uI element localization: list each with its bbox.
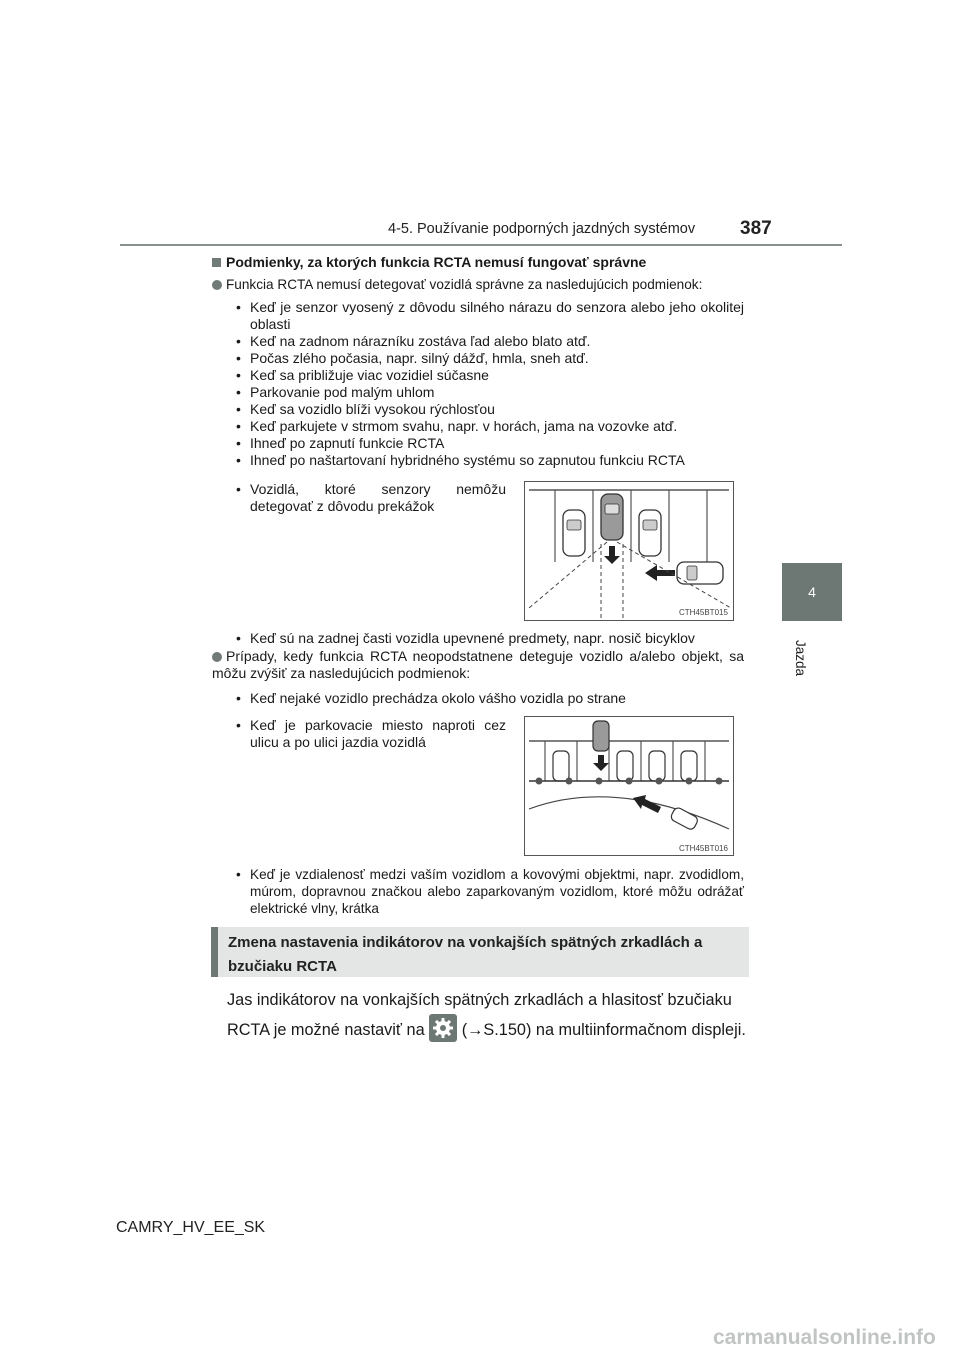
- intro-false-detection: [212, 648, 744, 682]
- settings-gear-icon: [429, 1014, 457, 1042]
- list-item: • Parkovanie pod malým uhlom: [234, 384, 744, 401]
- street-list: [234, 717, 506, 751]
- settings-text-line3: (→S.150) na multiinformačnom displeji.: [461, 1021, 746, 1039]
- watermark: carmanualsonline.info: [713, 1326, 936, 1349]
- subsection-banner-title: Zmena nastavenia indikátorov na vonkajších spätných zrkadlách a bzučiaku RCTA: [228, 934, 703, 975]
- list-item: • Keď sa vozidlo blíži vysokou rýchlosťou: [234, 401, 744, 418]
- header-section-title: 4-5. Používanie podporných jazdných systémov: [388, 221, 696, 237]
- intro-false-detection-text: Prípady, kedy funkcia RCTA neopodstatnene deteguje vozidlo a/alebo objekt, sa môžu zvýšiť za nasledujúcich podmienok:: [212, 648, 744, 681]
- list-item: • Ihneď po zapnutí funkcie RCTA: [234, 435, 744, 452]
- section-heading-text: Podmienky, za ktorých funkcia RCTA nemusí fungovať správne: [226, 254, 647, 270]
- page-number: 387: [740, 218, 772, 239]
- list-item: • Keď na zadnom nárazníku zostáva ľad alebo blato atď.: [234, 333, 744, 350]
- list-item: • Keď nejaké vozidlo prechádza okolo vášho vozidla po strane: [234, 690, 744, 707]
- bicycle-list: [234, 630, 744, 647]
- list-item: • Keď je senzor vyosený z dôvodu silného nárazu do senzora alebo jeho okolitej oblasti: [234, 299, 744, 333]
- figure-street-parking: [524, 716, 734, 856]
- header-divider: [120, 244, 842, 246]
- distance-list: [234, 866, 744, 917]
- list-item: • Keď sú na zadnej časti vozidla upevnené predmety, napr. nosič bicyklov: [234, 630, 744, 647]
- section-heading: [212, 254, 646, 271]
- parking-diagram-illustration: [525, 482, 733, 620]
- square-bullet-icon: [212, 258, 221, 267]
- document-code: CAMRY_HV_EE_SK: [116, 1219, 266, 1236]
- obstacles-list: [234, 481, 506, 515]
- list-item: • Počas zlého počasia, napr. silný dážď, hmla, sneh atď.: [234, 350, 744, 367]
- list-item: • Keď je parkovacie miesto naproti cez ulicu a po ulici jazdia vozidlá: [234, 717, 506, 751]
- settings-text-line2: RCTA je možné nastaviť na: [227, 1021, 425, 1039]
- list-item: • Keď je vzdialenosť medzi vaším vozidlom a kovovými objektmi, napr. zvodidlom, múrom, dopravnou značkou alebo zaparkovaným vozidlom, ktoré môžu odrážať elektrické vlny, krátka: [234, 866, 744, 917]
- street-diagram-illustration: [525, 717, 733, 855]
- subsection-banner: [211, 927, 749, 977]
- intro-conditions: [212, 276, 702, 293]
- settings-text-line1: Jas indikátorov na vonkajších spätných zrkadlách a hlasitosť bzučiaku: [227, 991, 732, 1009]
- figure-obstructed-vehicles: [524, 481, 734, 621]
- figure-caption: CTH45BT016: [679, 844, 728, 853]
- list-item: • Vozidlá, ktoré senzory nemôžu detegovať z dôvodu prekážok: [234, 481, 506, 515]
- chapter-tab[interactable]: 4: [782, 563, 842, 621]
- conditions-list: [234, 299, 744, 469]
- chapter-tab-label: Jazda: [793, 640, 808, 677]
- circle-bullet-icon: [212, 652, 222, 662]
- list-item: • Keď sa približuje viac vozidiel súčasne: [234, 367, 744, 384]
- settings-paragraph: [227, 987, 752, 1044]
- list-item: • Ihneď po naštartovaní hybridného systému so zapnutou funkciu RCTA: [234, 452, 744, 469]
- passing-list: [234, 690, 744, 707]
- intro-conditions-text: Funkcia RCTA nemusí detegovať vozidlá správne za nasledujúcich podmienok:: [226, 277, 703, 292]
- figure-caption: CTH45BT015: [679, 608, 728, 617]
- circle-bullet-icon: [212, 280, 222, 290]
- list-item: • Keď parkujete v strmom svahu, napr. v horách, jama na vozovke atď.: [234, 418, 744, 435]
